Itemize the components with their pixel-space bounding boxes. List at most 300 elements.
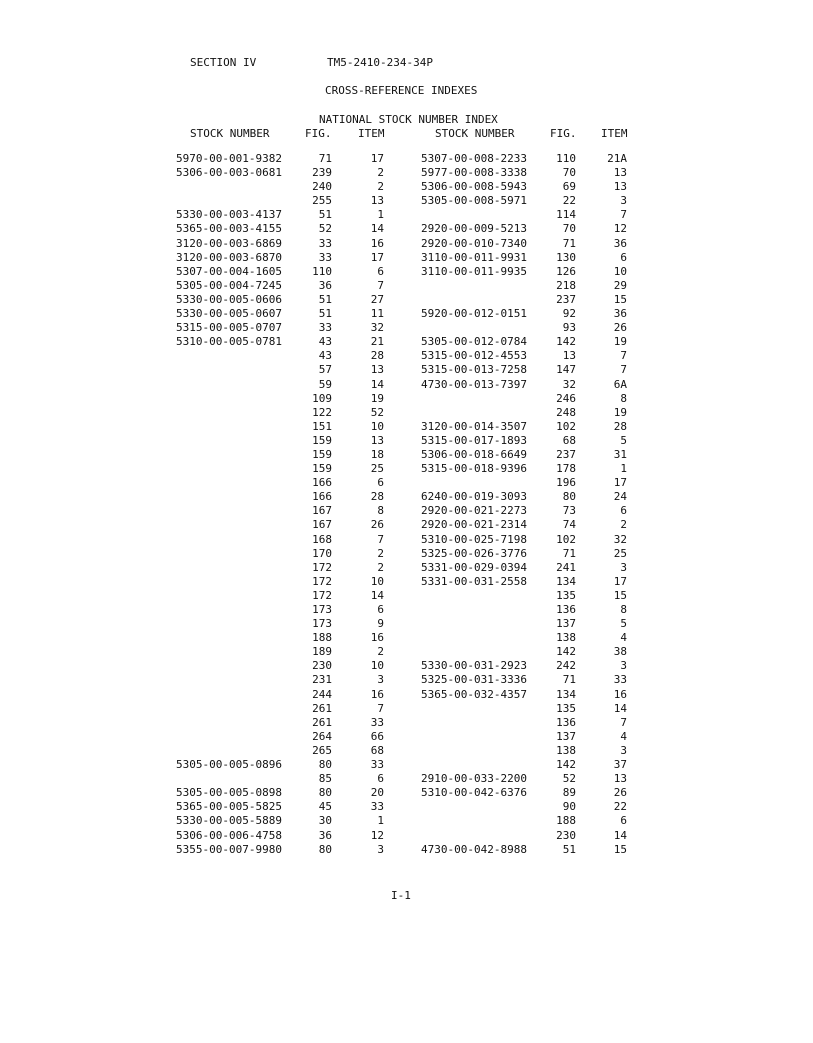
fig-cell-right: 237 bbox=[556, 447, 576, 461]
table-row bbox=[0, 603, 813, 617]
fig-cell-left: 36 bbox=[318, 828, 332, 842]
item-cell-right: 7 bbox=[620, 363, 627, 377]
fig-cell-right: 135 bbox=[556, 701, 576, 715]
table-row bbox=[0, 744, 813, 758]
column-header-stock-number-left: STOCK NUMBER bbox=[190, 127, 270, 140]
table-row bbox=[0, 561, 813, 575]
fig-cell-right: 32 bbox=[562, 377, 576, 391]
item-cell-right: 4 bbox=[620, 631, 627, 645]
fig-cell-left: 240 bbox=[312, 180, 332, 194]
table-row bbox=[0, 335, 813, 349]
stock-number-cell-left: 3120-00-003-6869 bbox=[176, 236, 282, 250]
fig-cell-right: 142 bbox=[556, 645, 576, 659]
stock-number-cell-right: 5331-00-031-2558 bbox=[421, 574, 527, 588]
table-row bbox=[0, 194, 813, 208]
table-row bbox=[0, 490, 813, 504]
stock-number-cell-right: 4730-00-042-8988 bbox=[421, 842, 527, 856]
fig-cell-right: 246 bbox=[556, 391, 576, 405]
stock-number-cell-right: 2920-00-021-2273 bbox=[421, 504, 527, 518]
table-row bbox=[0, 575, 813, 589]
stock-number-cell-right: 5305-00-008-5971 bbox=[421, 194, 527, 208]
item-cell-right: 29 bbox=[613, 278, 627, 292]
item-cell-right: 24 bbox=[613, 490, 627, 504]
fig-cell-right: 22 bbox=[562, 194, 576, 208]
item-cell-right: 36 bbox=[613, 307, 627, 321]
table-row bbox=[0, 702, 813, 716]
fig-cell-left: 159 bbox=[312, 462, 332, 476]
fig-cell-left: 43 bbox=[318, 349, 332, 363]
item-cell-right: 3 bbox=[620, 659, 627, 673]
stock-number-cell-right: 3110-00-011-9935 bbox=[421, 264, 527, 278]
fig-cell-right: 13 bbox=[562, 349, 576, 363]
table-row bbox=[0, 589, 813, 603]
item-cell-left: 11 bbox=[370, 307, 384, 321]
item-cell-right: 7 bbox=[620, 715, 627, 729]
item-cell-right: 6A bbox=[613, 377, 627, 391]
item-cell-left: 28 bbox=[370, 490, 384, 504]
table-row bbox=[0, 180, 813, 194]
fig-cell-right: 74 bbox=[562, 518, 576, 532]
item-cell-right: 1 bbox=[620, 462, 627, 476]
item-cell-left: 12 bbox=[370, 828, 384, 842]
stock-number-cell-right: 5306-00-008-5943 bbox=[421, 180, 527, 194]
table-row bbox=[0, 518, 813, 532]
fig-cell-left: 33 bbox=[318, 321, 332, 335]
fig-cell-right: 71 bbox=[562, 236, 576, 250]
item-cell-left: 13 bbox=[370, 194, 384, 208]
column-header-item-right: ITEM bbox=[601, 127, 628, 140]
table-row bbox=[0, 166, 813, 180]
fig-cell-right: 241 bbox=[556, 560, 576, 574]
item-cell-left: 6 bbox=[377, 772, 384, 786]
stock-number-cell-right: 5325-00-031-3336 bbox=[421, 673, 527, 687]
item-cell-right: 15 bbox=[613, 842, 627, 856]
fig-cell-right: 248 bbox=[556, 405, 576, 419]
item-cell-left: 3 bbox=[377, 673, 384, 687]
fig-cell-right: 68 bbox=[562, 433, 576, 447]
item-cell-right: 38 bbox=[613, 645, 627, 659]
fig-cell-right: 134 bbox=[556, 574, 576, 588]
item-cell-right: 7 bbox=[620, 208, 627, 222]
stock-number-cell-left: 5365-00-005-5825 bbox=[176, 800, 282, 814]
item-cell-left: 26 bbox=[370, 518, 384, 532]
item-cell-right: 31 bbox=[613, 447, 627, 461]
fig-cell-left: 80 bbox=[318, 786, 332, 800]
fig-cell-left: 159 bbox=[312, 433, 332, 447]
fig-cell-right: 134 bbox=[556, 687, 576, 701]
fig-cell-right: 93 bbox=[562, 321, 576, 335]
item-cell-left: 7 bbox=[377, 278, 384, 292]
fig-cell-right: 142 bbox=[556, 335, 576, 349]
item-cell-left: 2 bbox=[377, 180, 384, 194]
table-row bbox=[0, 800, 813, 814]
item-cell-right: 6 bbox=[620, 814, 627, 828]
item-cell-right: 17 bbox=[613, 476, 627, 490]
stock-number-cell-left: 3120-00-003-6870 bbox=[176, 250, 282, 264]
item-cell-right: 6 bbox=[620, 504, 627, 518]
item-cell-left: 66 bbox=[370, 729, 384, 743]
table-row bbox=[0, 730, 813, 744]
fig-cell-left: 166 bbox=[312, 490, 332, 504]
fig-cell-left: 170 bbox=[312, 546, 332, 560]
fig-cell-left: 122 bbox=[312, 405, 332, 419]
stock-number-cell-right: 5330-00-031-2923 bbox=[421, 659, 527, 673]
fig-cell-left: 189 bbox=[312, 645, 332, 659]
fig-cell-right: 51 bbox=[562, 842, 576, 856]
fig-cell-left: 172 bbox=[312, 560, 332, 574]
item-cell-right: 14 bbox=[613, 828, 627, 842]
item-cell-left: 13 bbox=[370, 433, 384, 447]
table-row bbox=[0, 843, 813, 857]
table-row bbox=[0, 462, 813, 476]
item-cell-left: 17 bbox=[370, 250, 384, 264]
stock-number-cell-right: 3110-00-011-9931 bbox=[421, 250, 527, 264]
fig-cell-right: 126 bbox=[556, 264, 576, 278]
item-cell-left: 2 bbox=[377, 645, 384, 659]
fig-cell-left: 45 bbox=[318, 800, 332, 814]
item-cell-left: 68 bbox=[370, 743, 384, 757]
item-cell-right: 13 bbox=[613, 180, 627, 194]
item-cell-right: 7 bbox=[620, 349, 627, 363]
item-cell-right: 3 bbox=[620, 560, 627, 574]
fig-cell-right: 136 bbox=[556, 603, 576, 616]
fig-cell-left: 166 bbox=[312, 476, 332, 490]
fig-cell-left: 33 bbox=[318, 236, 332, 250]
stock-number-cell-left: 5330-00-005-0606 bbox=[176, 292, 282, 306]
item-cell-right: 15 bbox=[613, 292, 627, 306]
item-cell-right: 26 bbox=[613, 786, 627, 800]
item-cell-right: 13 bbox=[613, 166, 627, 180]
fig-cell-right: 237 bbox=[556, 292, 576, 306]
item-cell-right: 3 bbox=[620, 194, 627, 208]
fig-cell-left: 188 bbox=[312, 631, 332, 645]
fig-cell-left: 167 bbox=[312, 518, 332, 532]
table-row bbox=[0, 321, 813, 335]
fig-cell-right: 135 bbox=[556, 588, 576, 602]
fig-cell-left: 231 bbox=[312, 673, 332, 687]
fig-cell-right: 69 bbox=[562, 180, 576, 194]
fig-cell-left: 71 bbox=[318, 152, 332, 165]
item-cell-right: 8 bbox=[620, 391, 627, 405]
item-cell-left: 18 bbox=[370, 447, 384, 461]
table-row bbox=[0, 222, 813, 236]
item-cell-right: 16 bbox=[613, 687, 627, 701]
item-cell-left: 10 bbox=[370, 574, 384, 588]
stock-number-cell-left: 5315-00-005-0707 bbox=[176, 321, 282, 335]
table-row bbox=[0, 673, 813, 687]
stock-number-cell-right: 5325-00-026-3776 bbox=[421, 546, 527, 560]
item-cell-left: 16 bbox=[370, 687, 384, 701]
table-row bbox=[0, 716, 813, 730]
item-cell-left: 16 bbox=[370, 631, 384, 645]
stock-number-cell-left: 5970-00-001-9382 bbox=[176, 152, 282, 165]
stock-number-cell-left: 5330-00-005-5889 bbox=[176, 814, 282, 828]
stock-number-table bbox=[0, 152, 813, 857]
item-cell-left: 6 bbox=[377, 603, 384, 616]
stock-number-cell-right: 6240-00-019-3093 bbox=[421, 490, 527, 504]
fig-cell-right: 110 bbox=[556, 152, 576, 165]
table-row bbox=[0, 251, 813, 265]
fig-cell-left: 51 bbox=[318, 292, 332, 306]
stock-number-cell-left: 5365-00-003-4155 bbox=[176, 222, 282, 236]
fig-cell-left: 151 bbox=[312, 419, 332, 433]
fig-cell-right: 80 bbox=[562, 490, 576, 504]
item-cell-left: 33 bbox=[370, 800, 384, 814]
fig-cell-right: 70 bbox=[562, 222, 576, 236]
table-row bbox=[0, 237, 813, 251]
fig-cell-left: 57 bbox=[318, 363, 332, 377]
table-row bbox=[0, 208, 813, 222]
stock-number-cell-left: 5330-00-003-4137 bbox=[176, 208, 282, 222]
fig-cell-left: 173 bbox=[312, 617, 332, 631]
table-row bbox=[0, 758, 813, 772]
item-cell-right: 28 bbox=[613, 419, 627, 433]
column-header-stock-number-right: STOCK NUMBER bbox=[435, 127, 515, 140]
table-row bbox=[0, 476, 813, 490]
item-cell-right: 3 bbox=[620, 743, 627, 757]
fig-cell-left: 230 bbox=[312, 659, 332, 673]
item-cell-right: 19 bbox=[613, 335, 627, 349]
table-row bbox=[0, 392, 813, 406]
stock-number-cell-right: 5310-00-025-7198 bbox=[421, 532, 527, 546]
fig-cell-right: 230 bbox=[556, 828, 576, 842]
fig-cell-left: 43 bbox=[318, 335, 332, 349]
item-cell-left: 33 bbox=[370, 715, 384, 729]
item-cell-left: 33 bbox=[370, 758, 384, 772]
table-row bbox=[0, 349, 813, 363]
fig-cell-right: 92 bbox=[562, 307, 576, 321]
item-cell-left: 32 bbox=[370, 321, 384, 335]
document-id: TM5-2410-234-34P bbox=[327, 56, 433, 69]
fig-cell-left: 159 bbox=[312, 447, 332, 461]
item-cell-right: 5 bbox=[620, 433, 627, 447]
fig-cell-left: 167 bbox=[312, 504, 332, 518]
fig-cell-left: 80 bbox=[318, 758, 332, 772]
item-cell-right: 22 bbox=[613, 800, 627, 814]
fig-cell-left: 168 bbox=[312, 532, 332, 546]
item-cell-left: 6 bbox=[377, 476, 384, 490]
table-row bbox=[0, 293, 813, 307]
item-cell-right: 36 bbox=[613, 236, 627, 250]
item-cell-left: 17 bbox=[370, 152, 384, 165]
item-cell-right: 21A bbox=[607, 152, 627, 165]
item-cell-left: 7 bbox=[377, 701, 384, 715]
item-cell-left: 14 bbox=[370, 588, 384, 602]
table-row bbox=[0, 307, 813, 321]
stock-number-cell-left: 5355-00-007-9980 bbox=[176, 842, 282, 856]
table-row bbox=[0, 772, 813, 786]
fig-cell-right: 71 bbox=[562, 673, 576, 687]
fig-cell-left: 244 bbox=[312, 687, 332, 701]
item-cell-left: 2 bbox=[377, 166, 384, 180]
fig-cell-left: 51 bbox=[318, 307, 332, 321]
item-cell-left: 10 bbox=[370, 659, 384, 673]
fig-cell-right: 52 bbox=[562, 772, 576, 786]
page-number: I-1 bbox=[391, 889, 411, 902]
stock-number-cell-left: 5307-00-004-1605 bbox=[176, 264, 282, 278]
fig-cell-right: 130 bbox=[556, 250, 576, 264]
item-cell-left: 2 bbox=[377, 546, 384, 560]
fig-cell-right: 147 bbox=[556, 363, 576, 377]
fig-cell-right: 73 bbox=[562, 504, 576, 518]
fig-cell-right: 71 bbox=[562, 546, 576, 560]
stock-number-cell-right: 5315-00-018-9396 bbox=[421, 462, 527, 476]
fig-cell-left: 110 bbox=[312, 264, 332, 278]
item-cell-right: 17 bbox=[613, 574, 627, 588]
stock-number-cell-right: 3120-00-014-3507 bbox=[421, 419, 527, 433]
item-cell-right: 8 bbox=[620, 603, 627, 616]
table-row bbox=[0, 829, 813, 843]
stock-number-cell-right: 5305-00-012-0784 bbox=[421, 335, 527, 349]
item-cell-left: 14 bbox=[370, 222, 384, 236]
stock-number-cell-right: 5315-00-013-7258 bbox=[421, 363, 527, 377]
item-cell-left: 8 bbox=[377, 504, 384, 518]
fig-cell-left: 261 bbox=[312, 701, 332, 715]
item-cell-right: 37 bbox=[613, 758, 627, 772]
table-row bbox=[0, 152, 813, 166]
item-cell-left: 1 bbox=[377, 208, 384, 222]
stock-number-cell-right: 5920-00-012-0151 bbox=[421, 307, 527, 321]
table-row bbox=[0, 279, 813, 293]
item-cell-left: 52 bbox=[370, 405, 384, 419]
fig-cell-left: 255 bbox=[312, 194, 332, 208]
item-cell-right: 6 bbox=[620, 250, 627, 264]
table-row bbox=[0, 504, 813, 518]
item-cell-right: 33 bbox=[613, 673, 627, 687]
item-cell-right: 13 bbox=[613, 772, 627, 786]
index-title: NATIONAL STOCK NUMBER INDEX bbox=[319, 113, 498, 126]
item-cell-right: 32 bbox=[613, 532, 627, 546]
fig-cell-left: 265 bbox=[312, 743, 332, 757]
fig-cell-right: 114 bbox=[556, 208, 576, 222]
stock-number-cell-left: 5330-00-005-0607 bbox=[176, 307, 282, 321]
stock-number-cell-right: 5310-00-042-6376 bbox=[421, 786, 527, 800]
item-cell-left: 27 bbox=[370, 292, 384, 306]
fig-cell-left: 239 bbox=[312, 166, 332, 180]
fig-cell-right: 89 bbox=[562, 786, 576, 800]
fig-cell-right: 138 bbox=[556, 743, 576, 757]
fig-cell-right: 136 bbox=[556, 715, 576, 729]
table-row bbox=[0, 406, 813, 420]
item-cell-left: 16 bbox=[370, 236, 384, 250]
item-cell-left: 6 bbox=[377, 264, 384, 278]
page-title: CROSS-REFERENCE INDEXES bbox=[325, 84, 478, 97]
stock-number-cell-right: 2910-00-033-2200 bbox=[421, 772, 527, 786]
table-row bbox=[0, 786, 813, 800]
table-row bbox=[0, 265, 813, 279]
item-cell-right: 5 bbox=[620, 617, 627, 631]
fig-cell-right: 178 bbox=[556, 462, 576, 476]
fig-cell-left: 30 bbox=[318, 814, 332, 828]
item-cell-right: 26 bbox=[613, 321, 627, 335]
fig-cell-right: 242 bbox=[556, 659, 576, 673]
table-row bbox=[0, 814, 813, 828]
stock-number-cell-left: 5305-00-004-7245 bbox=[176, 278, 282, 292]
fig-cell-right: 137 bbox=[556, 617, 576, 631]
stock-number-cell-right: 5307-00-008-2233 bbox=[421, 152, 527, 165]
item-cell-right: 15 bbox=[613, 588, 627, 602]
fig-cell-right: 138 bbox=[556, 631, 576, 645]
fig-cell-left: 80 bbox=[318, 842, 332, 856]
stock-number-cell-left: 5306-00-006-4758 bbox=[176, 828, 282, 842]
fig-cell-right: 188 bbox=[556, 814, 576, 828]
fig-cell-right: 142 bbox=[556, 758, 576, 772]
fig-cell-left: 85 bbox=[318, 772, 332, 786]
item-cell-left: 2 bbox=[377, 560, 384, 574]
fig-cell-left: 59 bbox=[318, 377, 332, 391]
table-row bbox=[0, 617, 813, 631]
stock-number-cell-right: 5331-00-029-0394 bbox=[421, 560, 527, 574]
stock-number-cell-right: 2920-00-009-5213 bbox=[421, 222, 527, 236]
stock-number-cell-left: 5305-00-005-0898 bbox=[176, 786, 282, 800]
table-row bbox=[0, 631, 813, 645]
table-row bbox=[0, 659, 813, 673]
item-cell-right: 2 bbox=[620, 518, 627, 532]
table-row bbox=[0, 378, 813, 392]
fig-cell-right: 218 bbox=[556, 278, 576, 292]
stock-number-cell-right: 5315-00-017-1893 bbox=[421, 433, 527, 447]
table-row bbox=[0, 448, 813, 462]
fig-cell-right: 196 bbox=[556, 476, 576, 490]
stock-number-cell-left: 5306-00-003-0681 bbox=[176, 166, 282, 180]
table-row bbox=[0, 645, 813, 659]
item-cell-right: 4 bbox=[620, 729, 627, 743]
table-row bbox=[0, 533, 813, 547]
fig-cell-left: 264 bbox=[312, 729, 332, 743]
item-cell-left: 20 bbox=[370, 786, 384, 800]
column-header-fig-left: FIG. bbox=[305, 127, 332, 140]
item-cell-right: 19 bbox=[613, 405, 627, 419]
stock-number-cell-right: 2920-00-010-7340 bbox=[421, 236, 527, 250]
fig-cell-right: 137 bbox=[556, 729, 576, 743]
stock-number-cell-right: 5306-00-018-6649 bbox=[421, 447, 527, 461]
item-cell-left: 13 bbox=[370, 363, 384, 377]
item-cell-right: 14 bbox=[613, 701, 627, 715]
item-cell-left: 7 bbox=[377, 532, 384, 546]
table-row bbox=[0, 434, 813, 448]
table-row bbox=[0, 363, 813, 377]
fig-cell-left: 109 bbox=[312, 391, 332, 405]
item-cell-left: 1 bbox=[377, 814, 384, 828]
fig-cell-right: 102 bbox=[556, 419, 576, 433]
fig-cell-left: 173 bbox=[312, 603, 332, 616]
stock-number-cell-right: 5315-00-012-4553 bbox=[421, 349, 527, 363]
item-cell-left: 21 bbox=[370, 335, 384, 349]
fig-cell-left: 33 bbox=[318, 250, 332, 264]
stock-number-cell-right: 2920-00-021-2314 bbox=[421, 518, 527, 532]
fig-cell-left: 172 bbox=[312, 588, 332, 602]
item-cell-left: 14 bbox=[370, 377, 384, 391]
fig-cell-left: 51 bbox=[318, 208, 332, 222]
stock-number-cell-left: 5305-00-005-0896 bbox=[176, 758, 282, 772]
table-row bbox=[0, 688, 813, 702]
fig-cell-right: 90 bbox=[562, 800, 576, 814]
fig-cell-left: 52 bbox=[318, 222, 332, 236]
fig-cell-right: 102 bbox=[556, 532, 576, 546]
item-cell-left: 9 bbox=[377, 617, 384, 631]
item-cell-left: 19 bbox=[370, 391, 384, 405]
section-label: SECTION IV bbox=[190, 56, 257, 69]
item-cell-left: 10 bbox=[370, 419, 384, 433]
fig-cell-left: 172 bbox=[312, 574, 332, 588]
stock-number-cell-right: 5365-00-032-4357 bbox=[421, 687, 527, 701]
fig-cell-left: 261 bbox=[312, 715, 332, 729]
stock-number-cell-right: 4730-00-013-7397 bbox=[421, 377, 527, 391]
item-cell-right: 12 bbox=[613, 222, 627, 236]
column-header-item-left: ITEM bbox=[358, 127, 385, 140]
column-header-fig-right: FIG. bbox=[550, 127, 577, 140]
fig-cell-right: 70 bbox=[562, 166, 576, 180]
